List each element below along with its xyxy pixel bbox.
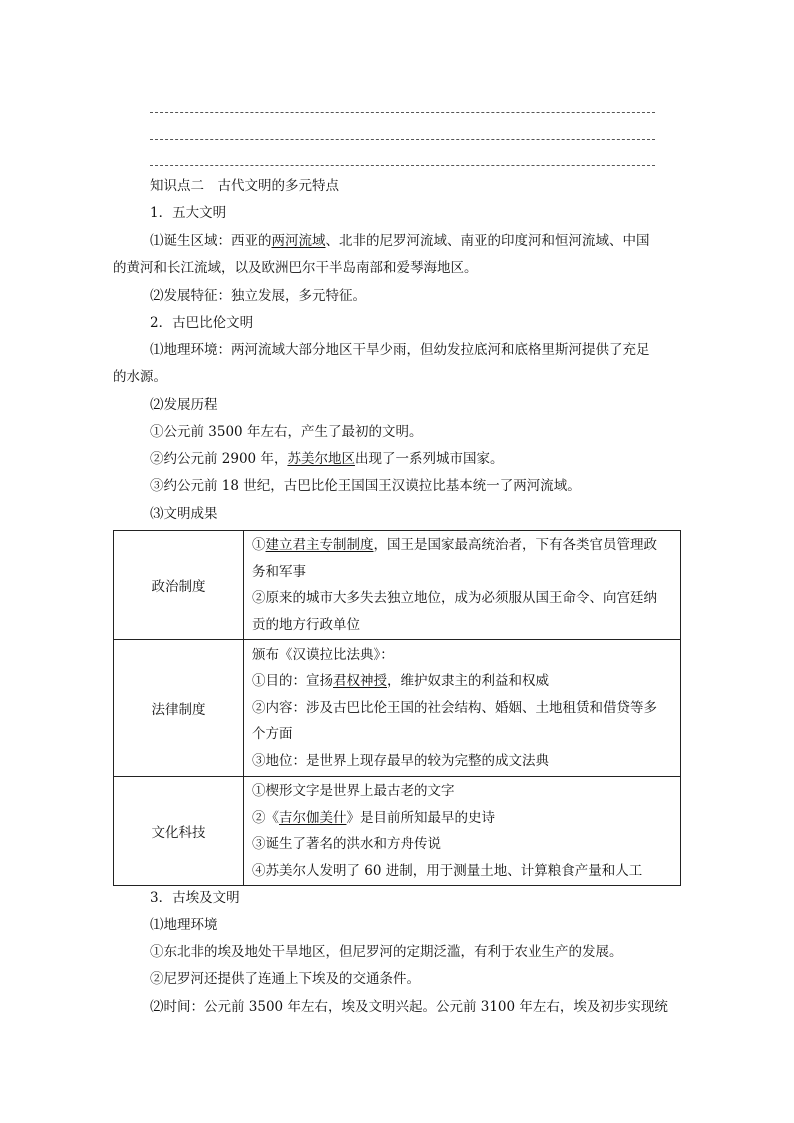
underlined-term: 君权神授 bbox=[333, 673, 387, 690]
answer-dotted-line bbox=[150, 165, 655, 166]
table-row bbox=[114, 531, 681, 640]
heading-egypt-geography: ⑴地理环境 bbox=[150, 917, 218, 933]
egypt-time-paragraph: ⑵时间：公元前 3500 年左右，埃及文明兴起。公元前 3100 年左右，埃及初步实现统 bbox=[150, 999, 668, 1015]
heading-five-civilizations: 1．五大文明 bbox=[150, 205, 227, 221]
category-law: 法律制度 bbox=[114, 640, 244, 777]
table-row bbox=[114, 640, 681, 777]
detail-culture: ①楔形文字是世界上最古老的文字 ②《吉尔伽美什》是目前所知最早的史诗 ③诞生了著名的洪水和方舟传说 ④苏美尔人发明了 60 进制，用于测量土地、计算粮食产量和人工 bbox=[244, 777, 681, 886]
category-politics: 政治制度 bbox=[114, 531, 244, 640]
development-item-2: ②约公元前 2900 年，苏美尔地区出现了一系列城市国家。 bbox=[150, 451, 504, 467]
heading-development: ⑵发展历程 bbox=[150, 397, 218, 413]
answer-dotted-line bbox=[150, 112, 655, 113]
heading-babylon: 2．古巴比伦文明 bbox=[150, 315, 254, 331]
development-item-1: ①公元前 3500 年左右，产生了最初的文明。 bbox=[150, 424, 423, 440]
underlined-term: 两河流域 bbox=[271, 233, 326, 249]
underlined-term: 吉尔伽美什 bbox=[279, 809, 347, 826]
heading-egypt: 3．古埃及文明 bbox=[150, 890, 240, 906]
paragraph-geography-cont: 的水源。 bbox=[113, 369, 167, 385]
detail-politics: ①建立君主专制制度，国王是国家最高统治者，下有各类官员管理政 务和军事 ②原来的城市大多失去独立地位，成为必须服从国王命令、向宫廷纳 贡的地方行政单位 bbox=[244, 531, 681, 640]
answer-dotted-line bbox=[150, 139, 655, 140]
paragraph-birth-regions: ⑴诞生区域：西亚的两河流域、北非的尼罗河流域、南亚的印度河和恒河流域、中国 bbox=[150, 233, 650, 249]
category-culture: 文化科技 bbox=[114, 777, 244, 886]
egypt-geography-item-2: ②尼罗河还提供了连通上下埃及的交通条件。 bbox=[150, 971, 420, 987]
paragraph-development-features: ⑵发展特征：独立发展，多元特征。 bbox=[150, 288, 366, 304]
development-item-3: ③约公元前 18 世纪，古巴比伦王国国王汉谟拉比基本统一了两河流域。 bbox=[150, 478, 581, 494]
paragraph-birth-regions-cont: 的黄河和长江流域，以及欧洲巴尔干半岛南部和爱琴海地区。 bbox=[113, 260, 478, 276]
paragraph-geography: ⑴地理环境：两河流域大部分地区干旱少雨，但幼发拉底河和底格里斯河提供了充足 bbox=[150, 342, 650, 358]
section-title: 知识点二 古代文明的多元特点 bbox=[150, 178, 339, 194]
underlined-term: 建立君主专制制度 bbox=[265, 537, 374, 553]
detail-law: 颁布《汉谟拉比法典》： ①目的：宣扬君权神授，维护奴隶主的利益和权威 ②内容：涉及古巴比伦王国的社会结构、婚姻、土地租赁和借贷等多 个方面 ③地位：是世界上现存最早的较为完整的成文法典 bbox=[244, 640, 681, 777]
egypt-geography-item-1: ①东北非的埃及地处干旱地区，但尼罗河的定期泛滥，有利于农业生产的发展。 bbox=[150, 944, 623, 960]
heading-achievements: ⑶文明成果 bbox=[150, 506, 218, 522]
table-row bbox=[114, 777, 681, 886]
achievements-table bbox=[113, 530, 681, 886]
underlined-term: 苏美尔地区 bbox=[287, 451, 355, 467]
